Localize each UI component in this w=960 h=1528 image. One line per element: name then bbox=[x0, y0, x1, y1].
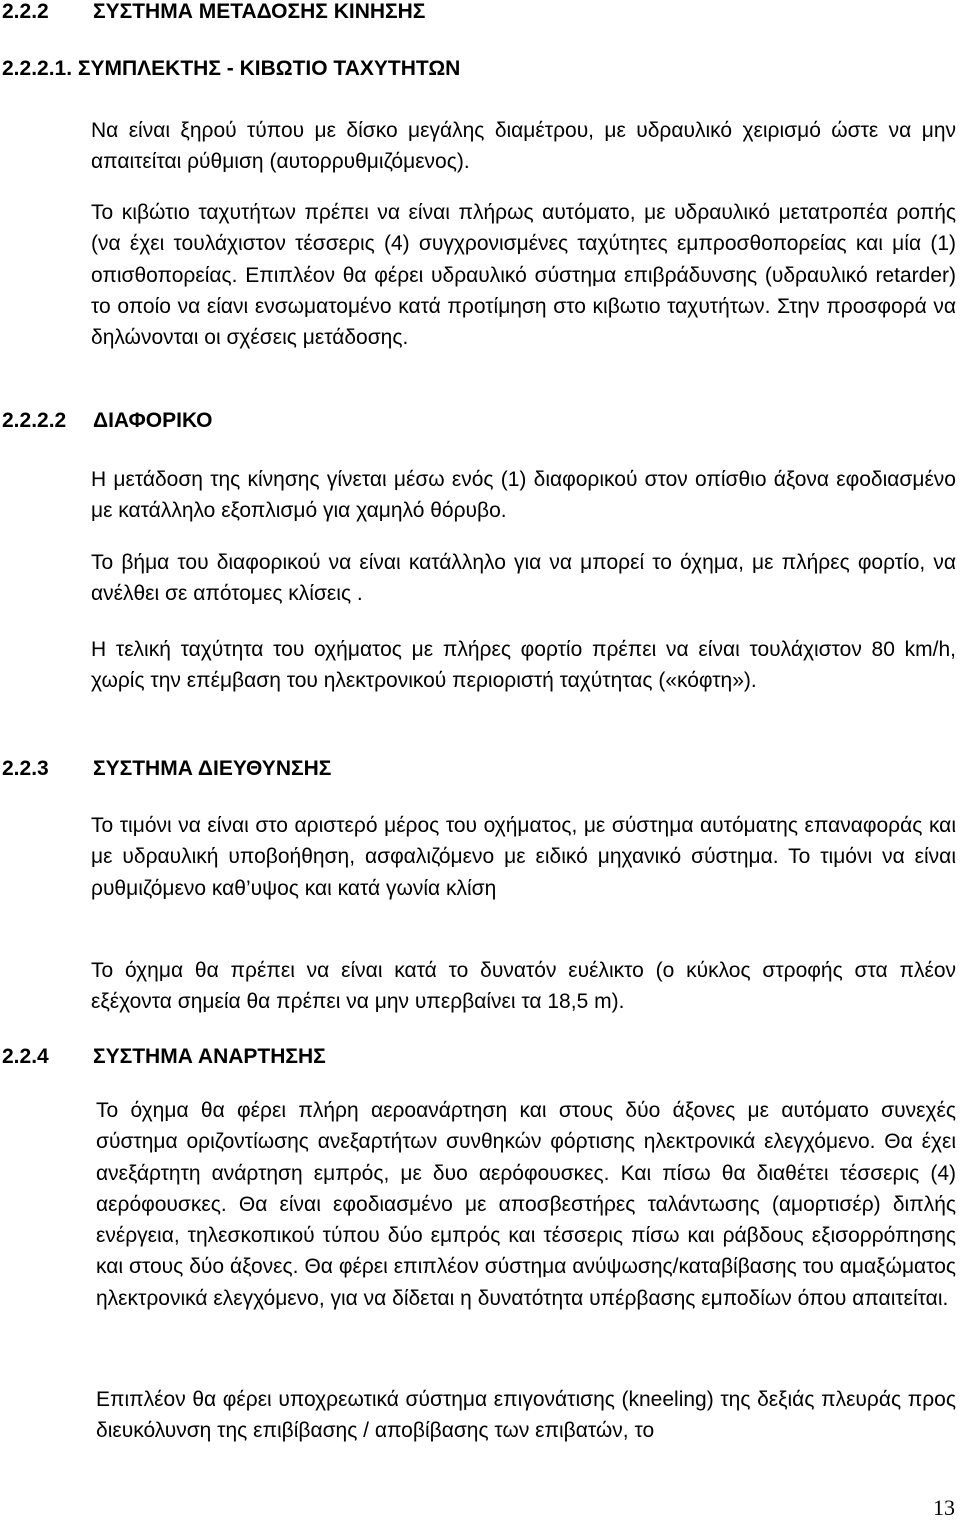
section-number: 2.2.4 bbox=[2, 1045, 49, 1068]
paragraph-kneeling: Επιπλέον θα φέρει υποχρεωτικά σύστημα επιγονάτισης (kneeling) της δεξιάς πλευράς προς διευκόλυνση της επιβίβασης / αποβίβασης των επιβατών, το bbox=[96, 1388, 956, 1443]
paragraph-differential-ratio: Το βήμα του διαφορικού να είναι κατάλληλο για να μπορεί το όχημα, με πλήρες φορτίο, να ανέλθει σε απότομες κλίσεις . bbox=[91, 551, 956, 606]
section-title: ΣΥΣΤΗΜΑ ΑΝΑΡΤΗΣΗΣ bbox=[93, 1045, 326, 1068]
section-number: 2.2.2.2 bbox=[2, 409, 67, 432]
paragraph-clutch: Να είναι ξηρού τύπου με δίσκο μεγάλης διαμέτρου, με υδραυλικό χειρισμό ώστε να μην απαιτείται ρύθμιση (αυτορρυθμιζόμενος). bbox=[91, 119, 956, 174]
section-title: ΣΥΣΤΗΜΑ ΜΕΤΑΔΟΣΗΣ ΚΙΝΗΣΗΣ bbox=[93, 0, 426, 23]
section-heading-2-2-2 bbox=[2, 0, 426, 24]
paragraph-steering-wheel: Το τιμόνι να είναι στο αριστερό μέρος του οχήματος, με σύστημα αυτόματης επαναφοράς και με υδραυλική υποβοήθηση, ασφαλιζόμενο με ειδικό μηχανικό σύστημα. Το τιμόνι να είναι ρυθμιζόμενο καθ’υψος και κατά γωνία κλίση bbox=[91, 814, 956, 900]
section-heading-2-2-4 bbox=[2, 1045, 326, 1069]
paragraph-top-speed: Η τελική ταχύτητα του οχήματος με πλήρες φορτίο πρέπει να είναι τουλάχιστον 80 km/h, χωρίς την επέμβαση του ηλεκτρονικού περιοριστή ταχύτητας («κόφτη»). bbox=[91, 638, 956, 693]
page-number: 13 bbox=[933, 1495, 955, 1520]
section-heading-2-2-3 bbox=[2, 757, 332, 781]
section-title: ΣΥΣΤΗΜΑ ΔΙΕΥΘΥΝΣΗΣ bbox=[93, 757, 332, 780]
section-number: 2.2.2 bbox=[2, 0, 49, 23]
section-heading-2-2-2-1 bbox=[2, 57, 460, 81]
section-number: 2.2.3 bbox=[2, 757, 49, 780]
paragraph-differential-transmission: Η μετάδοση της κίνησης γίνεται μέσω ενός (1) διαφορικού στον οπίσθιο άξονα εφοδιασμένο με κατάλληλο εξοπλισμό για χαμηλό θόρυβο. bbox=[91, 468, 956, 523]
section-heading-2-2-2-2 bbox=[2, 409, 213, 433]
section-title: ΔΙΑΦΟΡΙΚΟ bbox=[93, 409, 213, 432]
paragraph-gearbox: Το κιβώτιο ταχυτήτων πρέπει να είναι πλήρως αυτόματο, με υδραυλικό μετατροπέα ροπής (να έχει τουλάχιστον τέσσερις (4) συγχρονισμένες ταχύτητες εμπροσθοπορείας και μία (1) οπισθοπορείας. Επιπλέον θα φέρει υδραυλικό σύστημα επιβράδυνσης (υδραυλικό retarder) το οποίο να είανι ενσωματομένο κατά προτίμηση στο κιβωτιο ταχυτήτων. Στην προσφορά να δηλώνονται οι σχέσεις μετάδοσης. bbox=[91, 201, 956, 350]
section-title: 2.2.2.1. ΣΥΜΠΛΕΚΤΗΣ - ΚΙΒΩΤΙΟ ΤΑΧΥΤΗΤΩΝ bbox=[2, 57, 461, 80]
paragraph-turning-circle: Το όχημα θα πρέπει να είναι κατά το δυνατόν ευέλικτο (ο κύκλος στροφής στα πλέον εξέχοντα σημεία θα πρέπει να μην υπερβαίνει τα 18,5 m). bbox=[91, 959, 956, 1014]
paragraph-air-suspension: Το όχημα θα φέρει πλήρη αεροανάρτηση και στους δύο άξονες με αυτόματο συνεχές σύστημα οριζοντίωσης ανεξαρτήτων συνθηκών φόρτισης ηλεκτρονικά ελεγχόμενο. Θα έχει ανεξάρτητη ανάρτηση εμπρός, με δυο αερόφουσκες. Και πίσω θα διαθέτει τέσσερις (4) αερόφουσκες. Θα είναι εφοδιασμένο με αποσβεστήρες ταλάντωσης (αμορτισέρ) διπλής ενέργεια, τηλεσκοπικού τύπου δύο εμπρός και τέσσερις πίσω και ράβδους εξισορρόπησης και στους δύο άξονες. Θα φέρει επιπλέον σύστημα ανύψωσης/καταβίβασης του αμαξώματος ηλεκτρονικά ελεγχόμενο, για να δίδεται η δυνατότητα υπέρβασης εμποδίων όπου απαιτείται. bbox=[96, 1099, 956, 1310]
